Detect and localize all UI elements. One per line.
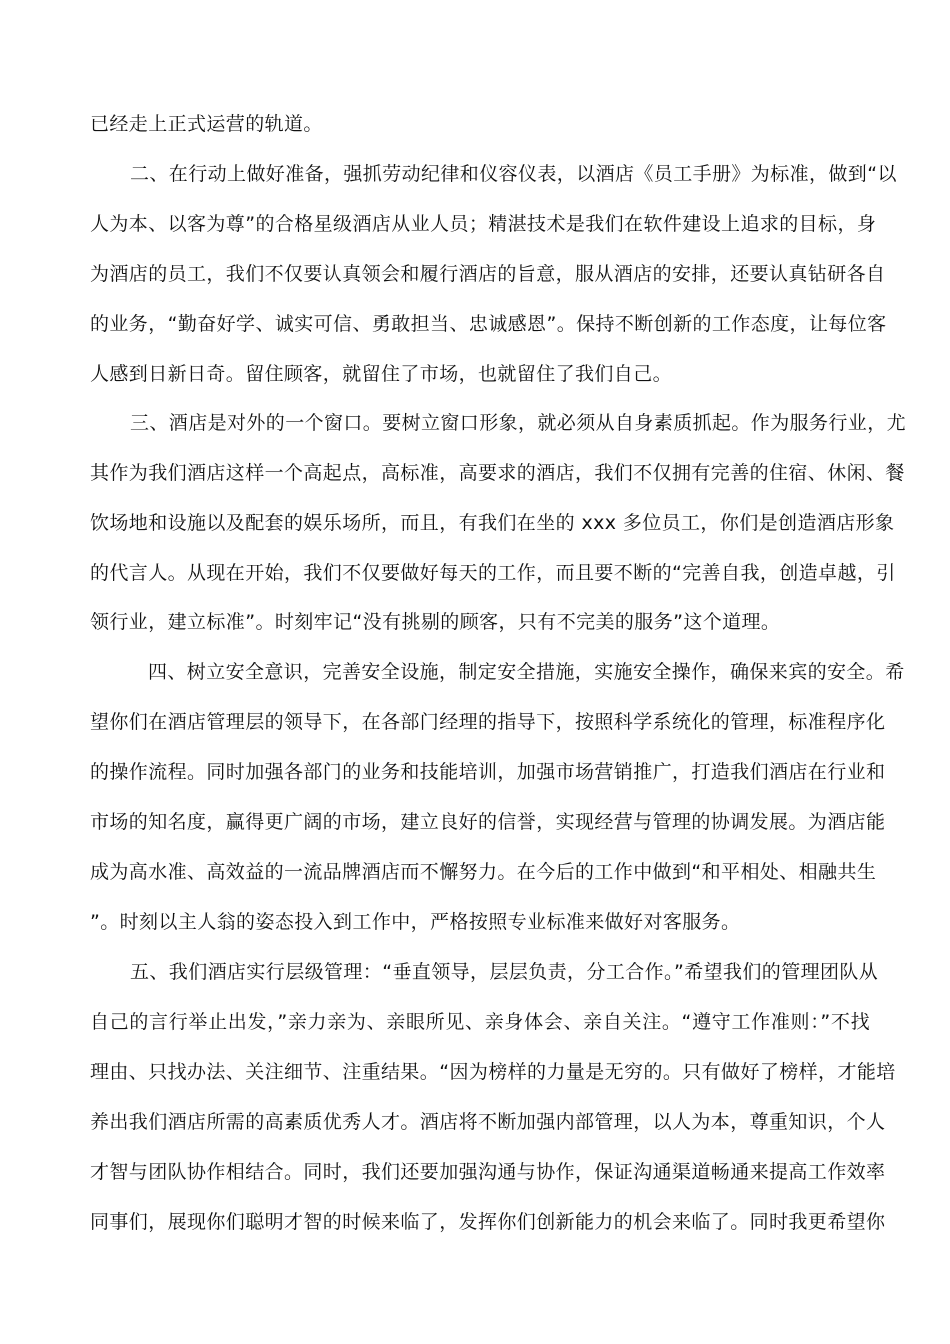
paragraph-2-line: 为酒店的员工，我们不仅要认真领会和履行酒店的旨意，服从酒店的安排，还要认真钻研各自 bbox=[90, 263, 886, 285]
paragraph-3-line: 三、酒店是对外的一个窗口。要树立窗口形象，就必须从自身素质抓起。作为服务行业，尤 bbox=[130, 412, 907, 434]
paragraph-2-line: 人感到日新日奇。留住顾客，就留住了市场，也就留住了我们自己。 bbox=[90, 363, 673, 385]
paragraph-2-line: 的业务，“勤奋好学、诚实可信、勇敢担当、忠诚感恩”。保持不断创新的工作态度，让每位客 bbox=[90, 313, 887, 335]
paragraph-3-line: 其作为我们酒店这样一个高起点，高标准，高要求的酒店，我们不仅拥有完善的住宿、休闲、餐 bbox=[90, 462, 905, 484]
paragraph-4-line: 成为高水准、高效益的一流品牌酒店而不懈努力。在今后的工作中做到“和平相处、相融共生 bbox=[90, 861, 877, 883]
paragraph-5-line: 五、我们酒店实行层级管理：“垂直领导，层层负责，分工合作。”希望我们的管理团队从 bbox=[130, 961, 879, 983]
paragraph-4-line: ”。时刻以主人翁的姿态投入到工作中，严格按照专业标准来做好对客服务。 bbox=[90, 911, 741, 933]
paragraph-4-line: 望你们在酒店管理层的领导下，在各部门经理的指导下，按照科学系统化的管理，标准程序化 bbox=[90, 711, 886, 733]
paragraph-5-line: 自己的言行举止出发，”亲力亲为、亲眼所见、亲身体会、亲自关注。“遵守工作准则：”不找 bbox=[90, 1011, 870, 1033]
paragraph-2-line: 人为本、以客为尊”的合格星级酒店从业人员；精湛技术是我们在软件建设上追求的目标，身 bbox=[90, 213, 877, 235]
paragraph-4-line: 四、树立安全意识，完善安全设施，制定安全措施，实施安全操作，确保来宾的安全。希 bbox=[148, 661, 905, 683]
paragraph-4-line: 市场的知名度，赢得更广阔的市场，建立良好的信誉，实现经营与管理的协调发展。为酒店能 bbox=[90, 811, 886, 833]
text-line: 已经走上正式运营的轨道。 bbox=[90, 113, 323, 135]
paragraph-4-line: 的操作流程。同时加强各部门的业务和技能培训，加强市场营销推广，打造我们酒店在行业和 bbox=[90, 761, 886, 783]
paragraph-2-line: 二、在行动上做好准备，强抓劳动纪律和仪容仪表，以酒店《员工手册》为标准，做到“以 bbox=[130, 163, 897, 185]
paragraph-3-line: 领行业，建立标准”。时刻牢记“没有挑剔的顾客，只有不完美的服务”这个道理。 bbox=[90, 611, 781, 633]
paragraph-3-line: 的代言人。从现在开始，我们不仅要做好每天的工作，而且要不断的“完善自我，创造卓越，引 bbox=[90, 562, 896, 584]
paragraph-5-line: 才智与团队协作相结合。同时，我们还要加强沟通与协作，保证沟通渠道畅通来提高工作效率 bbox=[90, 1161, 886, 1183]
paragraph-3-line: 饮场地和设施以及配套的娱乐场所，而且，有我们在坐的 xxx 多位员工，你们是创造酒店形象 bbox=[90, 512, 895, 534]
paragraph-5-line: 同事们，展现你们聪明才智的时候来临了，发挥你们创新能力的机会来临了。同时我更希望你 bbox=[90, 1211, 886, 1233]
paragraph-5-line: 理由、只找办法、关注细节、注重结果。“因为榜样的力量是无穷的。只有做好了榜样，才能培 bbox=[90, 1061, 896, 1083]
paragraph-5-line: 养出我们酒店所需的高素质优秀人才。酒店将不断加强内部管理，以人为本，尊重知识，个人 bbox=[90, 1111, 886, 1133]
